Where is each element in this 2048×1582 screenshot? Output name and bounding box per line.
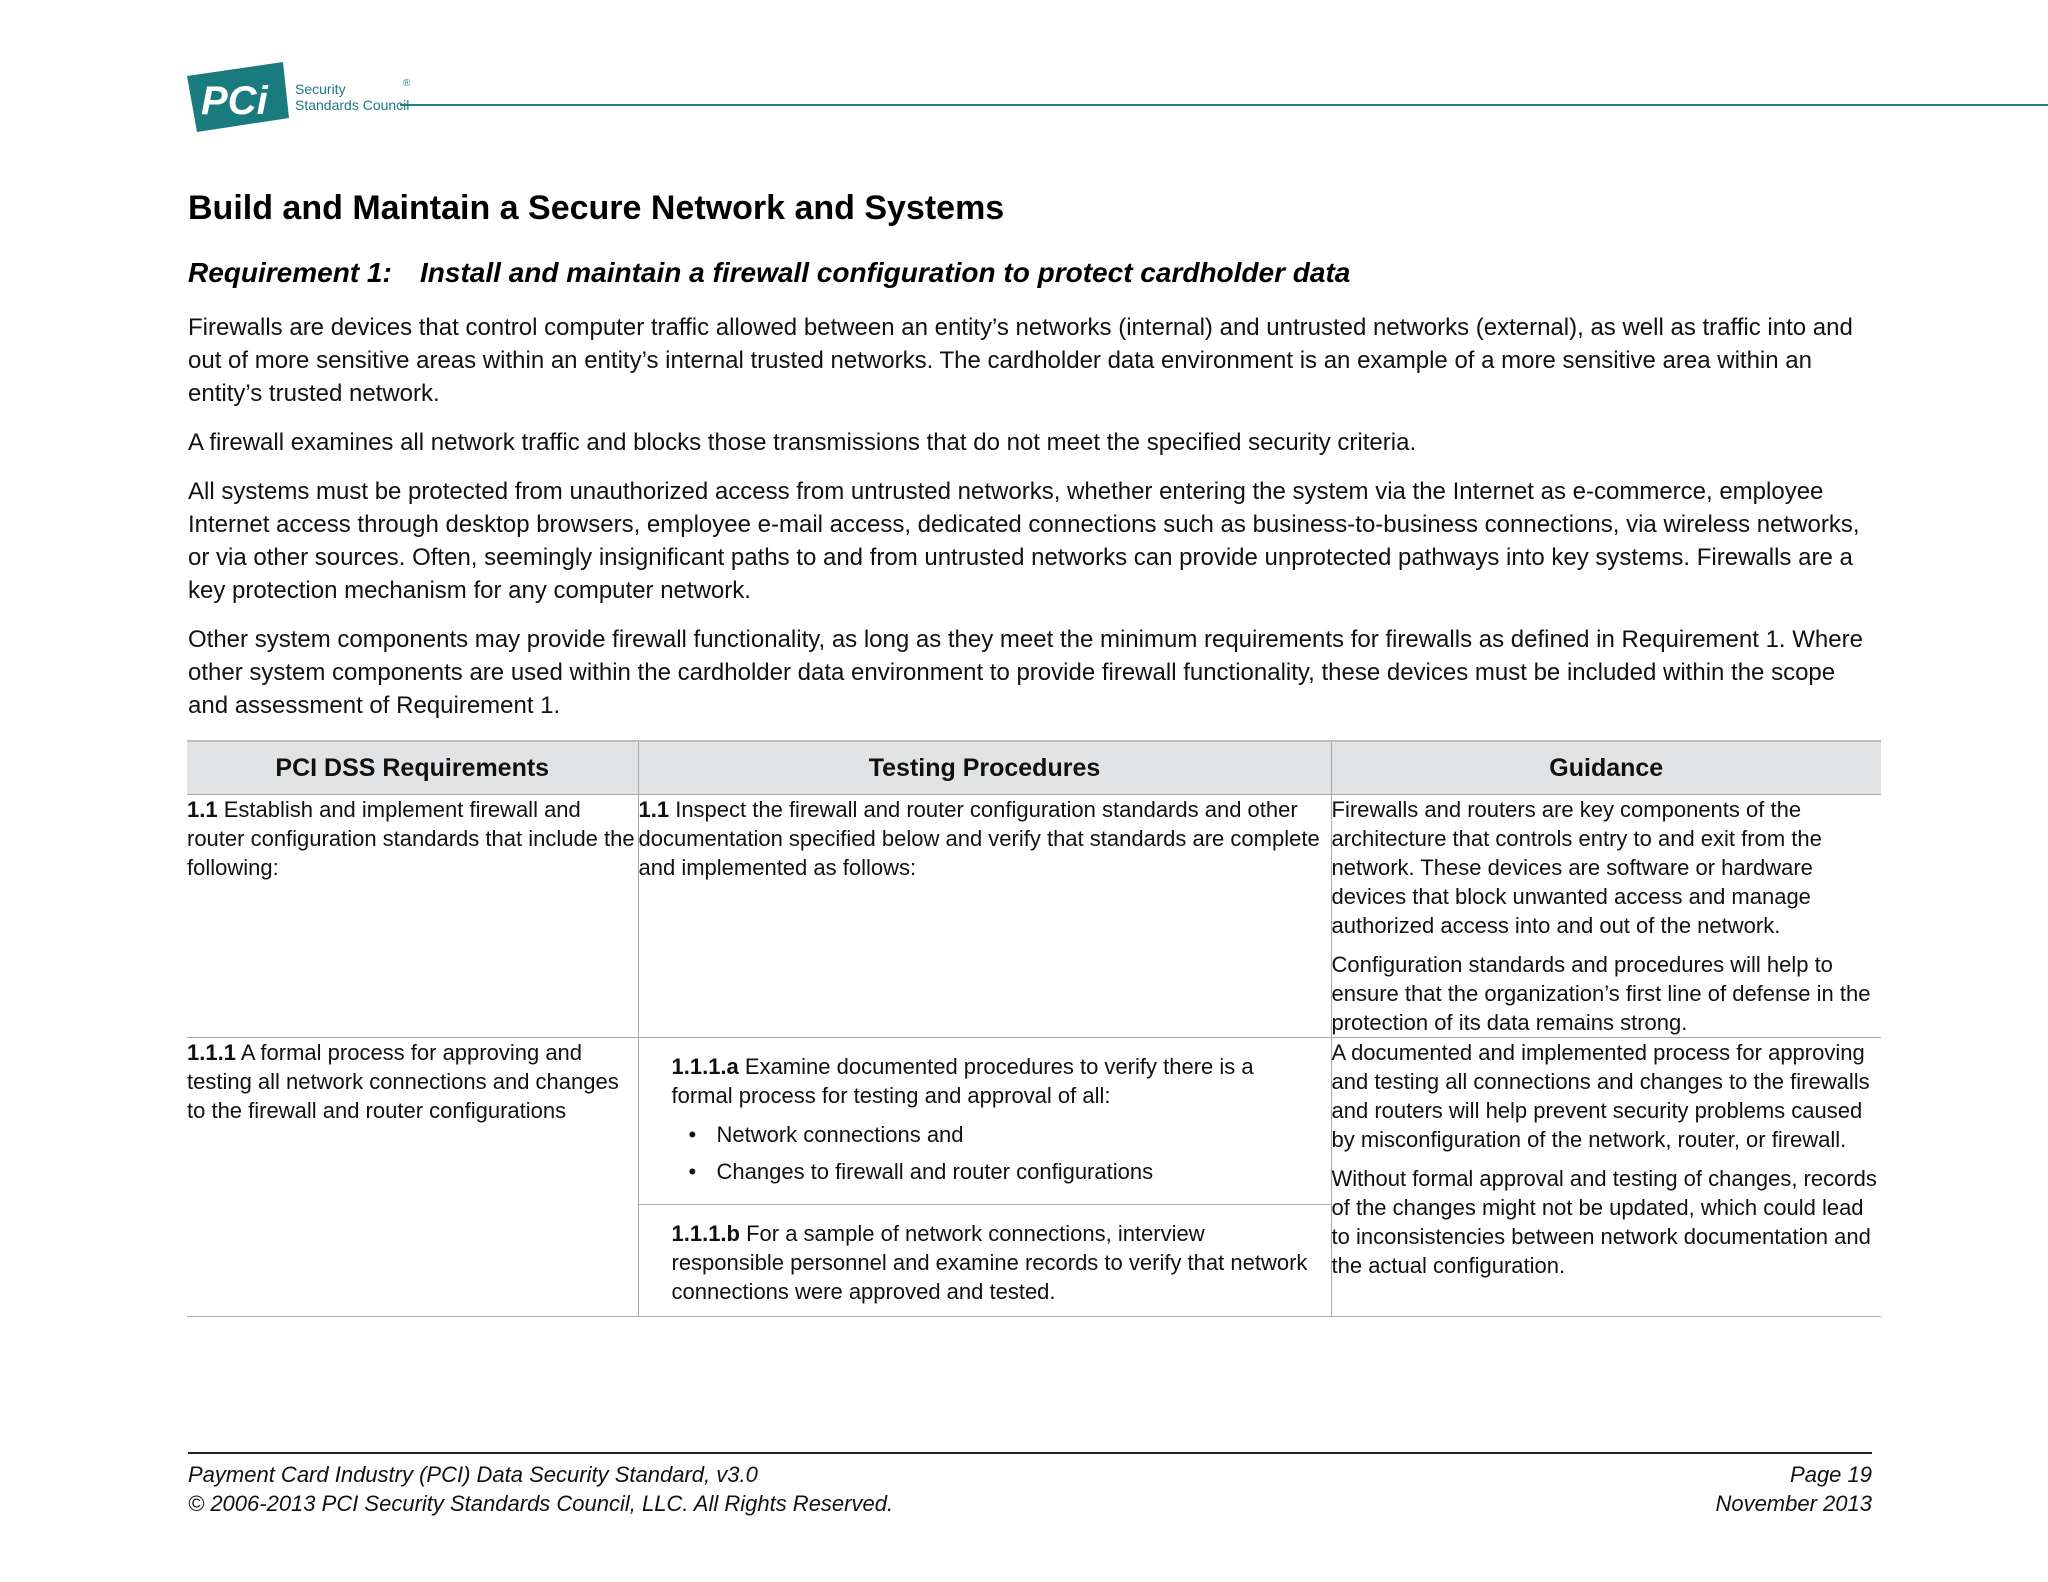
footer-copyright: © 2006-2013 PCI Security Standards Council, LLC. All Rights Reserved. [188,1491,894,1516]
logo-registered-mark: ® [403,78,411,89]
requirement-text [187,795,638,882]
guidance-paragraph: Configuration standards and procedures will help to ensure that the organization’s first line of defense in the protection of its data remains strong. [1331,952,1871,1035]
logo-line1: Security [295,81,346,97]
requirements-table [187,740,1881,1317]
testing-procedure-a [639,1038,1331,1204]
logo-line2: Standards Council [295,97,410,113]
requirement-description: A formal process for approving and testing all network connections and changes to the firewall and router configurations [187,1040,619,1123]
header-testing-procedures: Testing Procedures [638,741,1331,795]
requirement-title: Install and maintain a firewall configuration to protect cardholder data [420,257,1351,288]
requirement-cell [187,795,638,1038]
guidance-cell [1331,1038,1881,1317]
testing-procedure-cell [638,1038,1331,1317]
footer-page-number: Page 19 [1790,1462,1872,1487]
requirement-id: 1.1.1 [187,1040,236,1065]
intro-paragraph-3: All systems must be protected from unauthorized access from untrusted networks, whether entering the system via the Internet as e-commerce, employee Internet access through desktop browsers, employee e-mail access, dedicated connections such as business-to-business connections, via wireless networks, or via other sources. Often, seemingly insignificant paths to and from untrusted networks can provide unprotected pathways into key systems. Firewalls are a key protection mechanism for any computer network. [188,478,1860,604]
pci-logo [185,60,415,132]
list-item [672,1120,1319,1149]
testing-procedure-text [672,1219,1319,1306]
testing-procedure-id: 1.1.1.b [671,1221,740,1246]
testing-procedure-id: 1.1 [638,797,670,822]
list-item [672,1157,1319,1186]
intro-paragraph-4: Other system components may provide firewall functionality, as long as they meet the minimum requirements for firewalls as defined in Requirement 1. Where other system components are used within the cardholder data environment to provide firewall functionality, these devices must be included within the scope and assessment of Requirement 1. [188,626,1863,719]
bullet-icon: • [688,1122,697,1147]
requirement-heading [188,254,1878,292]
testing-procedure-text [672,1052,1319,1110]
testing-procedure-id: 1.1.1.a [671,1054,739,1079]
footer-row [188,1460,1872,1489]
guidance-paragraph: Without formal approval and testing of changes, records of the changes might not be updated, which could lead to inconsistencies between network documentation and the actual configuration. [1331,1166,1877,1278]
footer-date: November 2013 [1715,1491,1872,1516]
intro-paragraph-2: A firewall examines all network traffic and blocks those transmissions that do not meet the specified security criteria. [188,429,1417,456]
requirement-id: 1.1 [187,797,218,822]
section-title: Build and Maintain a Secure Network and Systems [188,189,1005,227]
bullet-icon: • [688,1159,697,1184]
testing-procedure-b [639,1204,1331,1316]
footer-document-title: Payment Card Industry (PCI) Data Security Standard, v3.0 [188,1462,758,1487]
requirement-description: Establish and implement firewall and router configuration standards that include the following: [187,797,635,880]
page-content [188,186,1878,722]
footer-row [188,1489,1872,1518]
table-row [187,1038,1881,1317]
testing-procedure-bullets [672,1120,1319,1186]
guidance-cell [1331,795,1881,1038]
page-header [185,58,1875,138]
requirement-text [187,1038,638,1125]
testing-procedure-text [639,795,1331,882]
bullet-text: Changes to firewall and router configurations [716,1159,1154,1184]
table-row [187,795,1881,1038]
testing-procedure-description: For a sample of network connections, interview responsible personnel and examine records to verify that network connections were approved and tested. [671,1221,1308,1304]
guidance-paragraph: Firewalls and routers are key components of the architecture that controls entry to and exit from the network. These devices are software or hardware devices that block unwanted access and manage authorized access into and out of the network. [1331,797,1822,938]
requirement-cell [187,1038,638,1317]
intro-paragraph-1: Firewalls are devices that control computer traffic allowed between an entity’s networks (internal) and untrusted networks (external), as well as traffic into and out of more sensitive areas within an entity’s internal trusted networks. The cardholder data environment is an example of a more sensitive area within an entity’s trusted network. [188,314,1853,407]
header-pci-dss-requirements: PCI DSS Requirements [187,741,638,795]
testing-procedure-description: Examine documented procedures to verify there is a formal process for testing and approval of all: [671,1054,1254,1108]
page-footer [188,1452,1872,1518]
guidance-paragraph: A documented and implemented process for approving and testing all connections and changes to the firewalls and routers will help prevent security problems caused by misconfiguration of the network, router, or firewall. [1331,1040,1870,1152]
table-header-row [187,741,1881,795]
testing-procedure-cell [638,795,1331,1038]
logo-pci-text: PCi [201,79,268,123]
testing-procedure-description: Inspect the firewall and router configuration standards and other documentation specified below and verify that standards are complete and implemented as follows: [638,797,1320,880]
header-rule [400,104,2048,106]
header-guidance: Guidance [1331,741,1881,795]
requirement-number: Requirement 1: [188,257,392,288]
bullet-text: Network connections and [716,1122,964,1147]
